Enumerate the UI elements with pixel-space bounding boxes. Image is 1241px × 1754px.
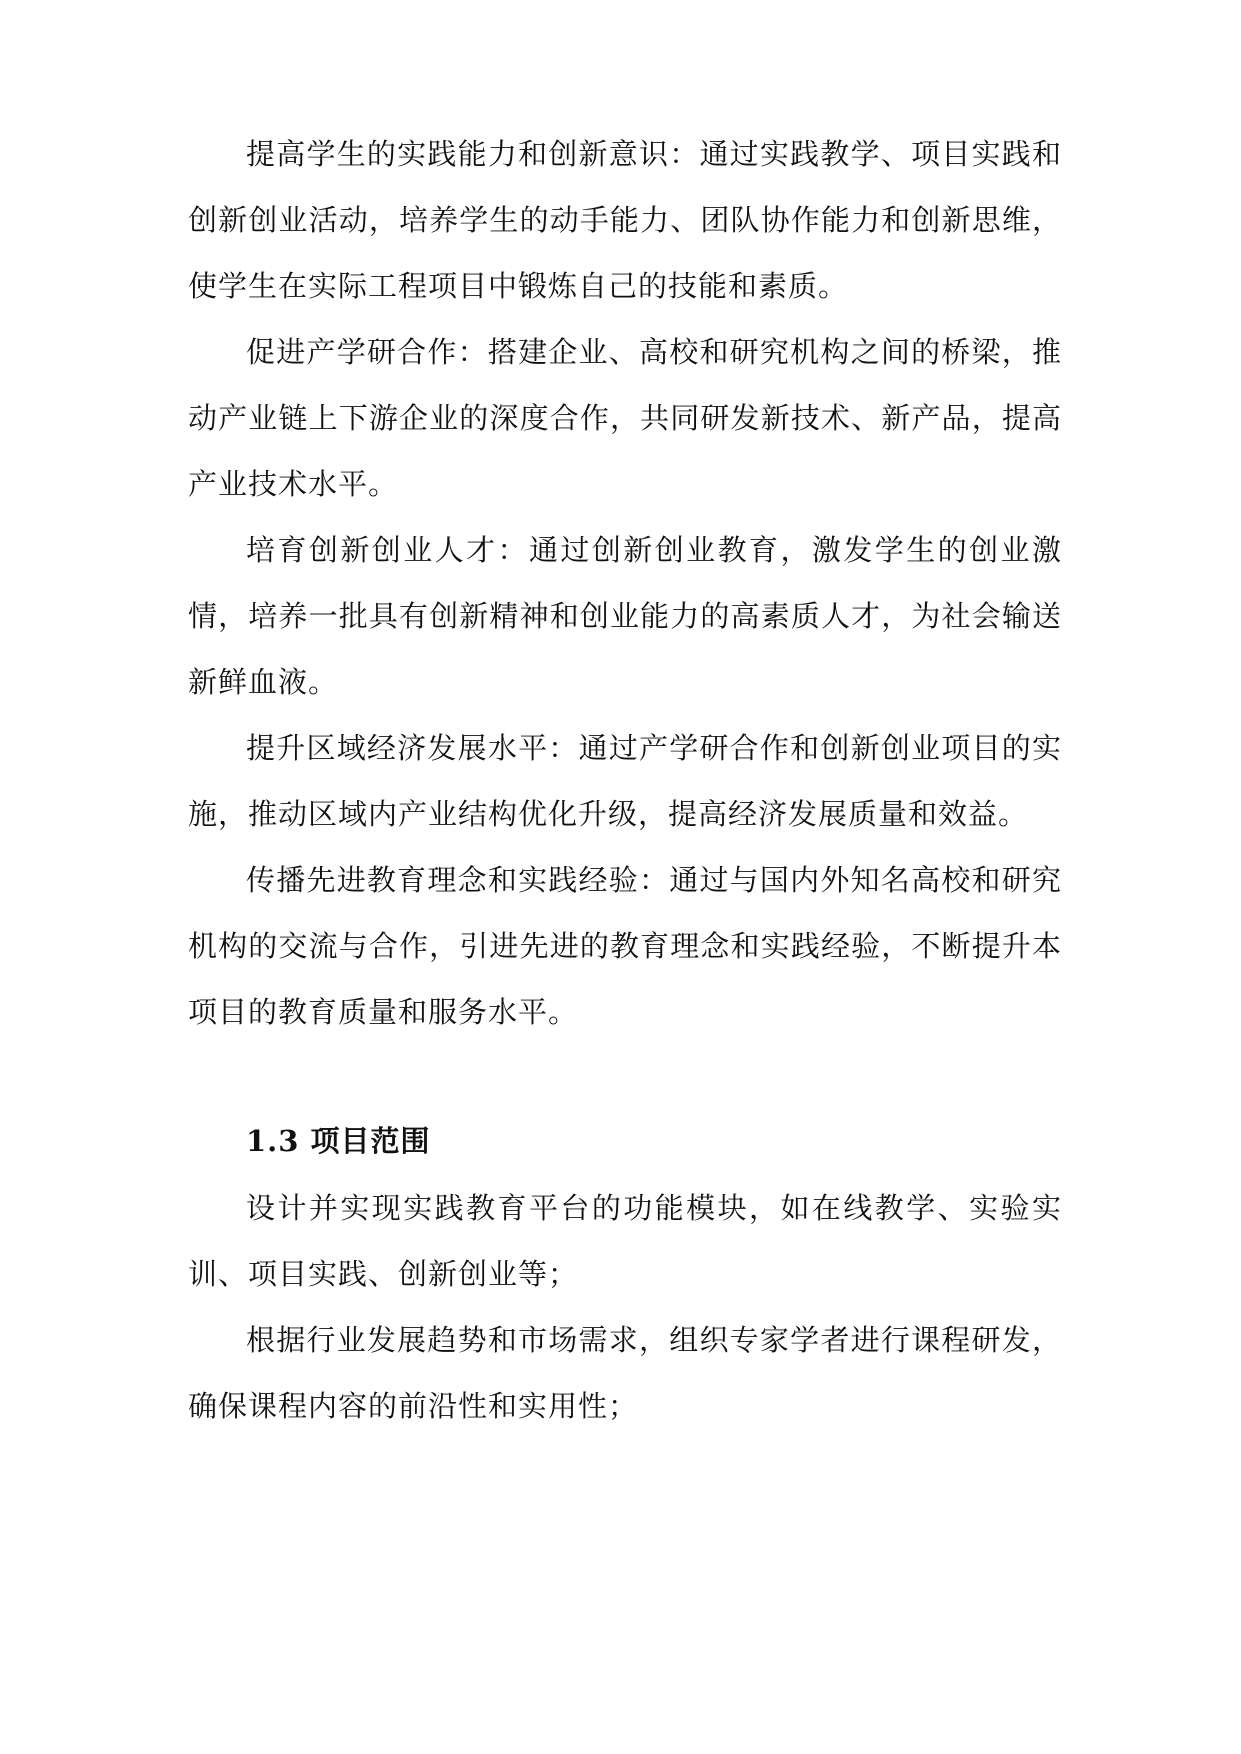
paragraph-regional-economy: 提升区域经济发展水平：通过产学研合作和创新创业项目的实施，推动区域内产业结构优化升级，提高经济发展质量和效益。 [188, 731, 1062, 831]
paragraph-platform-modules: 设计并实现实践教育平台的功能模块，如在线教学、实验实训、项目实践、创新创业等； [188, 1191, 1062, 1291]
section-heading: 1.3 项目范围 [246, 1124, 431, 1158]
paragraph-talent-cultivation: 培育创新创业人才：通过创新创业教育，激发学生的创业激情，培养一批具有创新精神和创业能力的高素质人才，为社会输送新鲜血液。 [188, 533, 1062, 699]
paragraph-education-concepts: 传播先进教育理念和实践经验：通过与国内外知名高校和研究机构的交流与合作，引进先进的教育理念和实践经验，不断提升本项目的教育质量和服务水平。 [188, 863, 1062, 1029]
paragraph-course-development: 根据行业发展趋势和市场需求，组织专家学者进行课程研发，确保课程内容的前沿性和实用性； [188, 1323, 1062, 1423]
paragraph-practice-ability: 提高学生的实践能力和创新意识：通过实践教学、项目实践和创新创业活动，培养学生的动手能力、团队协作能力和创新思维，使学生在实际工程项目中锻炼自己的技能和素质。 [188, 137, 1062, 303]
paragraph-industry-cooperation: 促进产学研合作：搭建企业、高校和研究机构之间的桥梁，推动产业链上下游企业的深度合作，共同研发新技术、新产品，提高产业技术水平。 [188, 335, 1062, 501]
